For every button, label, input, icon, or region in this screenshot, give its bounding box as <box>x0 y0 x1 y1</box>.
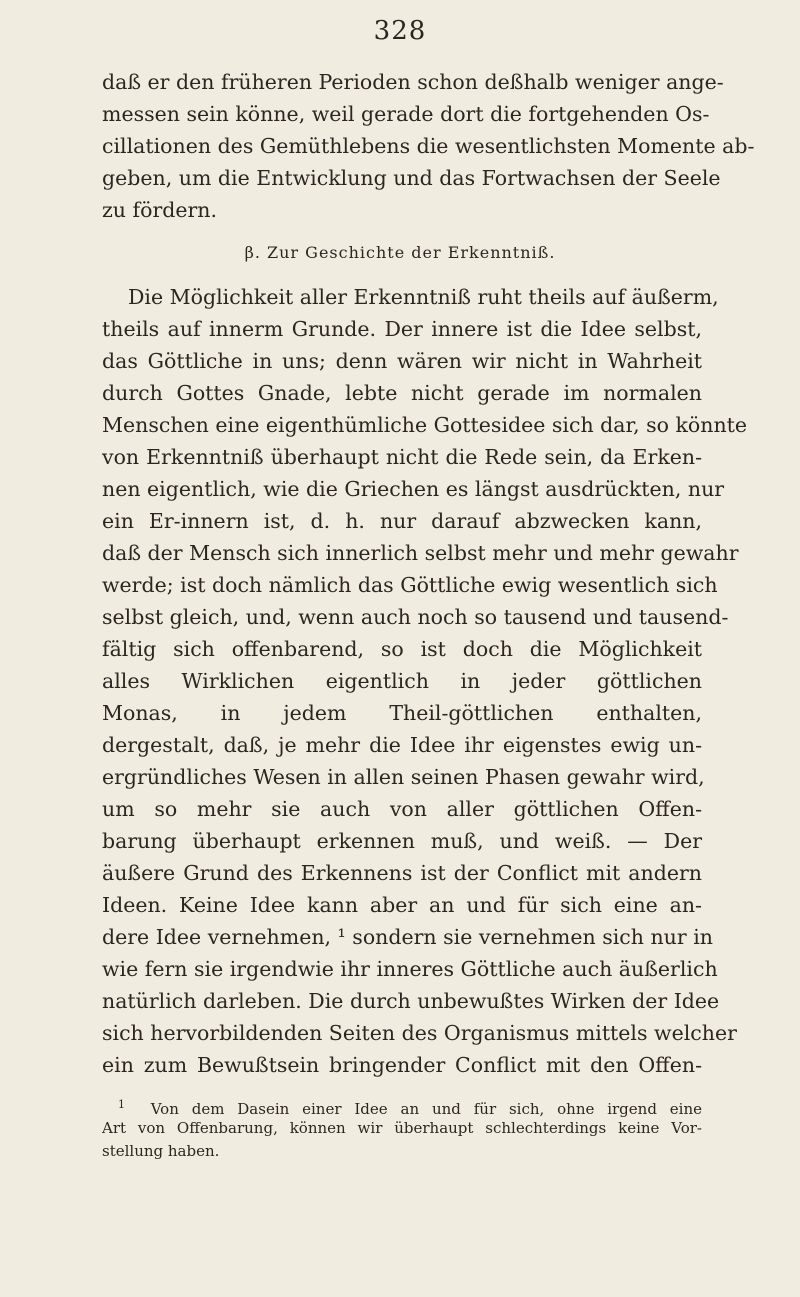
text-line: werde; ist doch nämlich das Göttliche ewig wesentlich sich <box>102 573 718 597</box>
text-line: nen eigentlich, wie die Griechen es längst ausdrückten, nur <box>102 477 725 501</box>
footnote-marker: 1 <box>118 1098 125 1111</box>
text-line: zu fördern. <box>102 198 218 222</box>
text-line: barung überhaupt erkennen muß, und weiß. — Der <box>102 829 702 853</box>
text-line: selbst gleich, und, wenn auch noch so tausend und tausend- <box>102 605 729 629</box>
text-line: sich hervorbildenden Seiten des Organismus mittels welcher <box>102 1021 737 1045</box>
text-line: Ideen. Keine Idee kann aber an und für sich eine an- <box>102 893 702 917</box>
section-heading: β. Zur Geschichte der Erkenntniß. <box>244 243 556 262</box>
text-line: theils auf innerm Grunde. Der innere ist die Idee selbst, <box>102 317 702 341</box>
text-line: geben, um die Entwicklung und das Fortwachsen der Seele <box>102 166 721 190</box>
text-line: cillationen des Gemüthlebens die wesentlichsten Momente ab- <box>102 134 755 158</box>
text-line: fältig sich offenbarend, so ist doch die Möglichkeit <box>102 637 702 661</box>
text-line: von Erkenntniß überhaupt nicht die Rede sein, da Erken- <box>102 445 702 469</box>
text-line: Monas, in jedem Theil-göttlichen enthalten, <box>102 701 702 725</box>
text-line: wie fern sie irgendwie ihr inneres Göttliche auch äußerlich <box>102 957 718 981</box>
footnote-line: stellung haben. <box>102 1142 220 1160</box>
text-line: Die Möglichkeit aller Erkenntniß ruht theils auf äußerm, <box>128 285 719 309</box>
text-line: ein zum Bewußtsein bringender Conflict mit den Offen- <box>102 1053 702 1077</box>
footnote-line: Art von Offenbarung, können wir überhaupt schlechterdings keine Vor- <box>102 1119 702 1137</box>
text-line: daß er den früheren Perioden schon deßhalb weniger ange- <box>102 70 724 94</box>
text-line: messen sein könne, weil gerade dort die fortgehenden Os- <box>102 102 710 126</box>
text-line: daß der Mensch sich innerlich selbst mehr und mehr gewahr <box>102 541 739 565</box>
text-line: Menschen eine eigenthümliche Gottesidee sich dar, so könnte <box>102 413 748 437</box>
text-line: ein Er-innern ist, d. h. nur darauf abzwecken kann, <box>102 509 702 533</box>
text-line: ergründliches Wesen in allen seinen Phasen gewahr wird, <box>102 765 705 789</box>
text-line: das Göttliche in uns; denn wären wir nicht in Wahrheit <box>102 349 702 373</box>
text-line: durch Gottes Gnade, lebte nicht gerade im normalen <box>102 381 702 405</box>
text-line: um so mehr sie auch von aller göttlichen Offen- <box>102 797 702 821</box>
text-line: alles Wirklichen eigentlich in jeder göttlichen <box>102 669 702 693</box>
text-line: natürlich darleben. Die durch unbewußtes Wirken der Idee <box>102 989 720 1013</box>
text-line: dergestalt, daß, je mehr die Idee ihr eigenstes ewig un- <box>102 733 702 757</box>
text-line: äußere Grund des Erkennens ist der Conflict mit andern <box>102 861 702 885</box>
text-line: dere Idee vernehmen, ¹ sondern sie vernehmen sich nur in <box>102 925 713 949</box>
page-number: 328 <box>373 16 427 46</box>
footnote-text: Von dem Dasein einer Idee an und für sich, ohne irgend eine <box>150 1100 702 1118</box>
